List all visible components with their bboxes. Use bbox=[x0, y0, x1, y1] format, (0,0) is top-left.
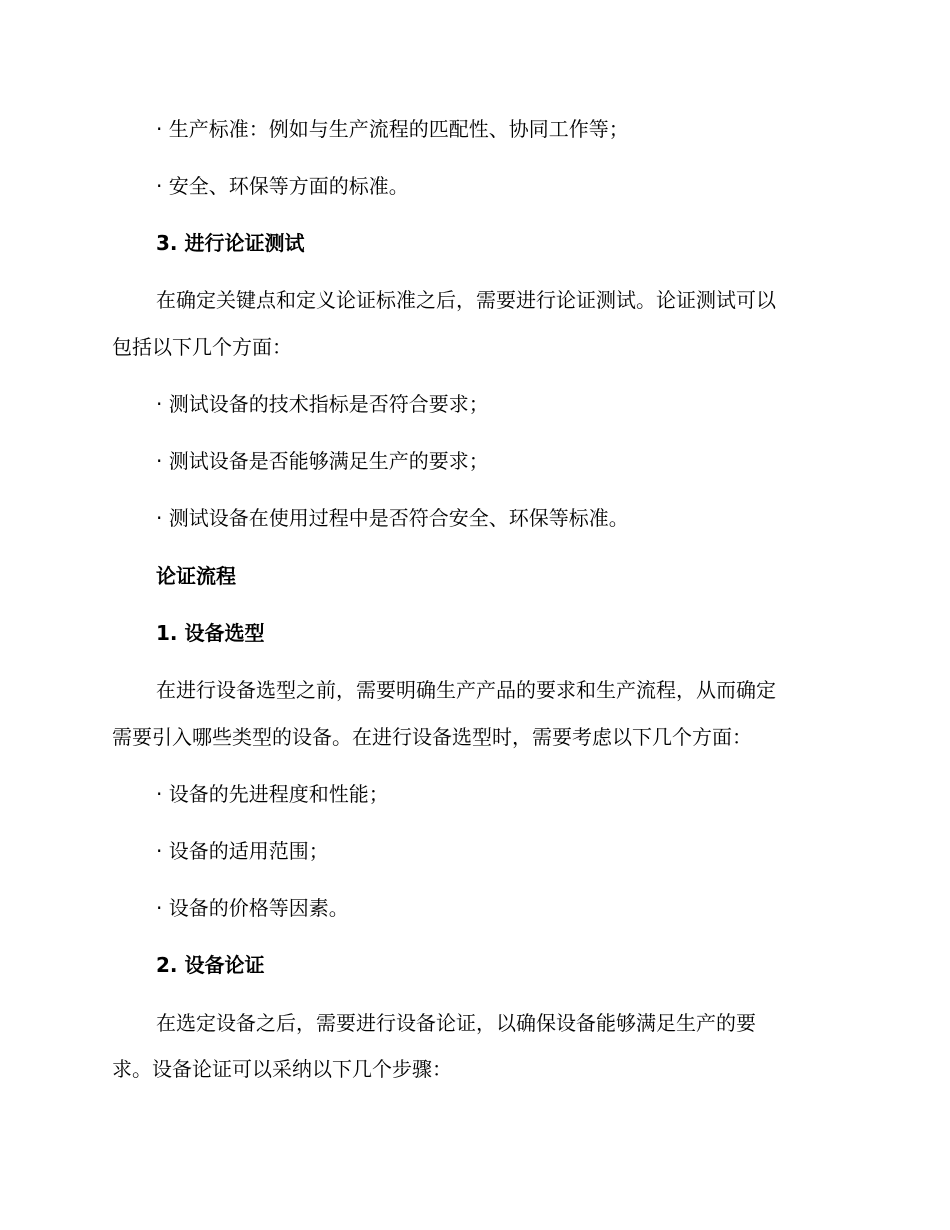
bullet-test-production: · 测试设备是否能够满足生产的要求； bbox=[156, 449, 489, 473]
paragraph-verification-line1: 在选定设备之后，需要进行设备论证，以确保设备能够满足生产的要 bbox=[156, 1011, 756, 1035]
bullet-price: · 设备的价格等因素。 bbox=[156, 896, 349, 920]
bullet-test-specs: · 测试设备的技术指标是否符合要求； bbox=[156, 392, 489, 416]
bullet-production-standard: · 生产标准：例如与生产流程的匹配性、协同工作等； bbox=[156, 117, 629, 141]
heading-equipment-verification: 2. 设备论证 bbox=[156, 953, 265, 977]
paragraph-verification-line2: 求。设备论证可以采纳以下几个步骤： bbox=[112, 1057, 452, 1081]
bullet-safety-standard: · 安全、环保等方面的标准。 bbox=[156, 174, 409, 198]
paragraph-test-intro-line2: 包括以下几个方面： bbox=[112, 335, 292, 359]
bullet-test-safety: · 测试设备在使用过程中是否符合安全、环保等标准。 bbox=[156, 506, 629, 530]
paragraph-selection-line2: 需要引入哪些类型的设备。在进行设备选型时，需要考虑以下几个方面： bbox=[112, 725, 752, 749]
paragraph-selection-line1: 在进行设备选型之前，需要明确生产产品的要求和生产流程，从而确定 bbox=[156, 678, 776, 702]
paragraph-test-intro-line1: 在确定关键点和定义论证标准之后，需要进行论证测试。论证测试可以 bbox=[156, 288, 776, 312]
bullet-scope: · 设备的适用范围； bbox=[156, 839, 329, 863]
heading-equipment-selection: 1. 设备选型 bbox=[156, 621, 265, 645]
heading-process: 论证流程 bbox=[156, 564, 236, 588]
bullet-advanced-performance: · 设备的先进程度和性能； bbox=[156, 782, 389, 806]
heading-conduct-test: 3. 进行论证测试 bbox=[156, 231, 305, 255]
